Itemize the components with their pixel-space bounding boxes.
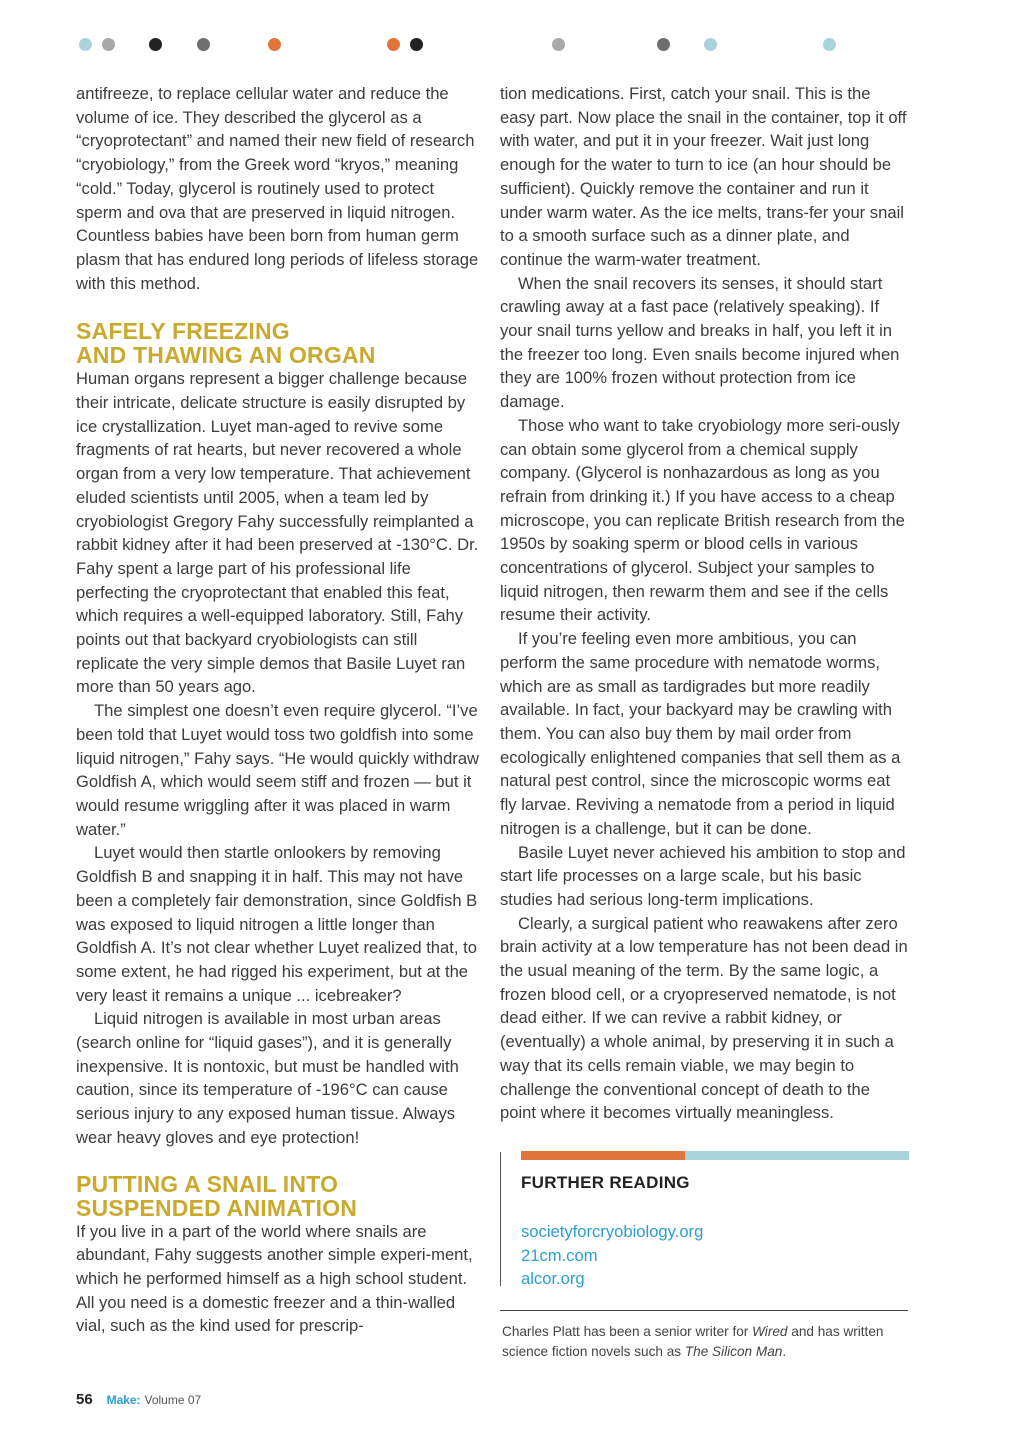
body-paragraph: Liquid nitrogen is available in most urban areas (search online for “liquid gases”), and it is generally inexpensive. It is nontoxic, but must be handled with caution, since its temperature of -196°C can cause serious injury to any exposed human tissue. Always wear heavy gloves and eye protection!	[76, 1009, 459, 1147]
dot-light-blue	[79, 38, 92, 51]
heading-line: AND THAWING AN ORGAN	[76, 342, 376, 369]
link-21cm[interactable]: 21cm.com	[521, 1245, 598, 1265]
body-paragraph: Human organs represent a bigger challenge because their intricate, delicate structure is easily disrupted by ice crystallization. Luyet man-aged to revive some fragments of rat hearts, but never recovered a whole organ from a very low temperature. That achievement eluded scientists until 2005, when a team led by cryobiologist Gregory Fahy successfully reimplanted a rabbit kidney after it had been preserved at -130°C. Dr. Fahy spent a large part of his professional life perfecting the cryoprotectant that enabled this feat, which requires a well-equipped laboratory. Still, Fahy points out that backyard cryobiologists can still replicate the very simple demos that Basile Luyet ran more than 50 years ago.	[76, 369, 479, 697]
dot-light-blue	[823, 38, 836, 51]
bio-text: .	[782, 1343, 787, 1359]
decorative-dot-strip	[0, 38, 1024, 54]
bar-blue-segment	[685, 1151, 909, 1160]
bio-divider	[500, 1310, 908, 1311]
body-paragraph: Those who want to take cryobiology more seri-ously can obtain some glycerol from a chemical supply company. (Glycerol is nonhazardous as long as you refrain from drinking it.) If you have access to a cheap microscope, you can replicate British research from the 1950s by soaking sperm or blood cells in various concentrations of glycerol. Subject your samples to liquid nitrogen, then rewarm them and see if the cells resume their activity.	[500, 415, 905, 625]
dot-gray	[102, 38, 115, 51]
page-footer	[76, 1391, 201, 1408]
body-paragraph: When the snail recovers its senses, it should start crawling away at a fast pace (relatively speaking). If your snail turns yellow and breaks in half, you left it in the freezer too long. Even snails become injured when they are 100% frozen without protection from ice damage.	[500, 273, 900, 412]
body-paragraph: If you’re feeling even more ambitious, you can perform the same procedure with nematode worms, which are as small as tardigrades but more readily available. In fact, your backyard may be crawling with them. You can also buy them by mail order from ecologically enlightened companies that sell them as a natural pest control, since the microscopic worms eat fly larvae. Reviving a nematode from a period in liquid nitrogen is a challenge, but it can be done.	[500, 629, 901, 838]
body-paragraph: Clearly, a surgical patient who reawakens after zero brain activity at a low temperature has not been dead in the usual meaning of the term. By the same logic, a frozen blood cell, or a cryopreserved nematode, is not dead either. If we can revive a rabbit kidney, or (eventually) a whole animal, by preserving it in such a way that its cells remain viable, we may begin to challenge the conventional concept of death to the point where it becomes virtually meaningless.	[500, 913, 908, 1123]
link-alcor[interactable]: alcor.org	[521, 1269, 585, 1289]
intro-paragraph: antifreeze, to replace cellular water and reduce the volume of ice. They described the glycerol as a “cryoprotectant” and named their new field of research “cryobiology,” from the Greek word “kryos,” meaning “cold.” Today, glycerol is routinely used to protect sperm and ova that are preserved in liquid nitrogen. Countless babies have been born from human germ plasm that has endured long periods of lifeless storage with this method.	[76, 84, 479, 293]
bio-italic-wired: Wired	[752, 1324, 788, 1339]
body-paragraph: The simplest one doesn’t even require glycerol. “I’ve been told that Luyet would toss two goldfish into some liquid nitrogen,” Fahy says. “He would quickly withdraw Goldfish A, which would seem stiff and frozen — but it would resume wriggling after it was placed in warm water.”	[76, 701, 480, 839]
right-column	[500, 82, 910, 1125]
bio-italic-title: The Silicon Man	[684, 1343, 783, 1359]
heading-line: PUTTING A SNAIL INTO	[76, 1170, 339, 1197]
body-paragraph: Basile Luyet never achieved his ambition to stop and start life processes on a large scale, but his basic studies had serious long-term implications.	[500, 842, 906, 909]
link-societyforcryobiology[interactable]: societyforcryobiology.org	[521, 1222, 704, 1241]
dot-dark-gray	[657, 38, 670, 51]
sidebar-rule	[500, 1152, 501, 1286]
bio-text: Charles Platt has been a senior writer for	[502, 1324, 753, 1339]
dot-orange	[387, 38, 400, 51]
left-column	[76, 82, 484, 1338]
bar-orange-segment	[521, 1151, 685, 1160]
body-paragraph: Luyet would then startle onlookers by removing Goldfish B and snapping it in half. This may not have been a completely fair demonstration, since Goldfish B was exposed to liquid nitrogen a little longer than Goldfish A. It’s not clear whether Luyet realized that, to some extent, he had rigged his experiment, but at the very least it remains a unique ... icebreaker?	[76, 843, 478, 1005]
body-paragraph: tion medications. First, catch your snail. This is the easy part. Now place the snail in the container, top it off with water, and put it in your freezer. Wait just long enough for the water to turn to ice (an hour should be sufficient). Quickly remove the container and run it under warm water. As the ice melts, trans-fer your snail to a smooth surface such as a dinner plate, and continue the warm-water treatment.	[500, 84, 907, 269]
bio-text: and has written science fiction novels such as	[502, 1324, 884, 1359]
section-heading-organ	[76, 319, 484, 367]
dot-light-blue	[704, 38, 717, 51]
page-number: 56	[76, 1391, 93, 1408]
body-paragraph: If you live in a part of the world where snails are abundant, Fahy suggests another simple experi-ment, which he performed himself as a high school student. All you need is a domestic freezer and a thin-walled vial, such as the kind used for prescrip-	[76, 1221, 473, 1336]
author-bio	[502, 1322, 902, 1361]
section-heading-snail	[76, 1172, 484, 1220]
further-reading-links	[521, 1220, 703, 1291]
heading-line: SAFELY FREEZING	[76, 318, 290, 345]
volume-label: Volume 07	[144, 1393, 202, 1407]
dot-black	[149, 38, 162, 51]
dot-gray	[552, 38, 565, 51]
further-reading-title: FURTHER READING	[521, 1173, 690, 1192]
heading-line: SUSPENDED ANIMATION	[76, 1194, 358, 1221]
magazine-brand: Make:	[106, 1393, 141, 1407]
dot-orange	[268, 38, 281, 51]
dot-dark-gray	[197, 38, 210, 51]
dot-black	[410, 38, 423, 51]
